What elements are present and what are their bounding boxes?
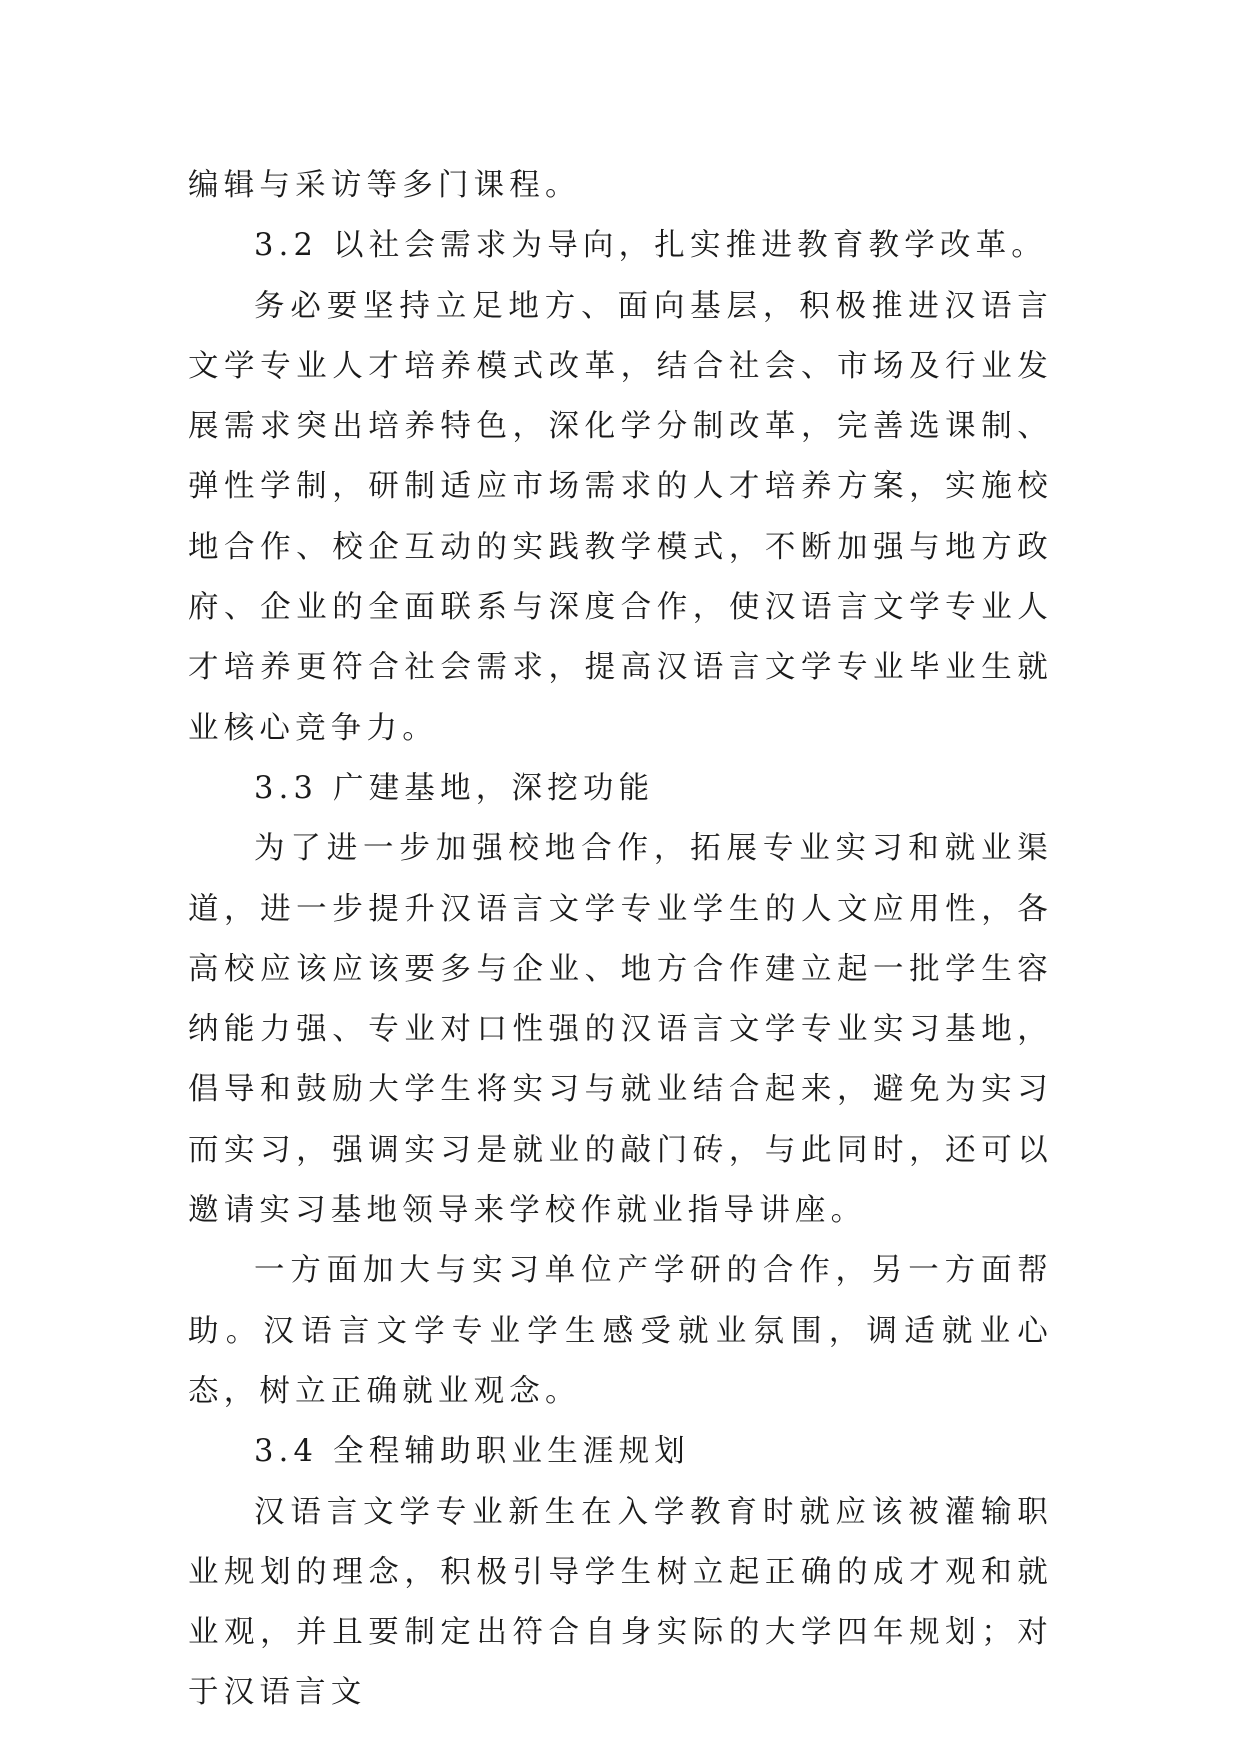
paragraph-cooperation: 一方面加大与实习单位产学研的合作，另一方面帮助。汉语言文学专业学生感受就业氛围，调适就业心态，树立正确就业观念。 [188, 1253, 1053, 1409]
paragraph-reform: 务必要坚持立足地方、面向基层，积极推进汉语言文学专业人才培养模式改革，结合社会、市场及行业发展需求突出培养特色，深化学分制改革，完善选课制、弹性学制，研制适应市场需求的人才培养方案，实施校地合作、校企互动的实践教学模式，不断加强与地方政府、企业的全面联系与深度合作，使汉语言文学专业人才培养更符合社会需求，提高汉语言文学专业毕业生就业核心竞争力。 [188, 288, 1053, 746]
section-heading-3-4: 3.4 全程辅助职业生涯规划 [254, 1434, 690, 1470]
paragraph-career-planning: 汉语言文学专业新生在入学教育时就应该被灌输职业规划的理念，积极引导学生树立起正确的成才观和就业观，并且要制定出符合自身实际的大学四年规划；对于汉语言文 [188, 1494, 1053, 1711]
document-body [188, 156, 1053, 1724]
section-heading-3-2: 3.2 以社会需求为导向，扎实推进教育教学改革。 [254, 228, 1047, 264]
paragraph-continuation: 编辑与采访等多门课程。 [188, 168, 581, 203]
section-heading-3-3: 3.3 广建基地，深挖功能 [254, 770, 655, 806]
paragraph-bases: 为了进一步加强校地合作，拓展专业实习和就业渠道，进一步提升汉语言文学专业学生的人文应用性，各高校应该应该要多与企业、地方合作建立起一批学生容纳能力强、专业对口性强的汉语言文学专业实习基地，倡导和鼓励大学生将实习与就业结合起来，避免为实习而实习，强调实习是就业的敲门砖，与此同时，还可以邀请实习基地领导来学校作就业指导讲座。 [188, 831, 1053, 1229]
